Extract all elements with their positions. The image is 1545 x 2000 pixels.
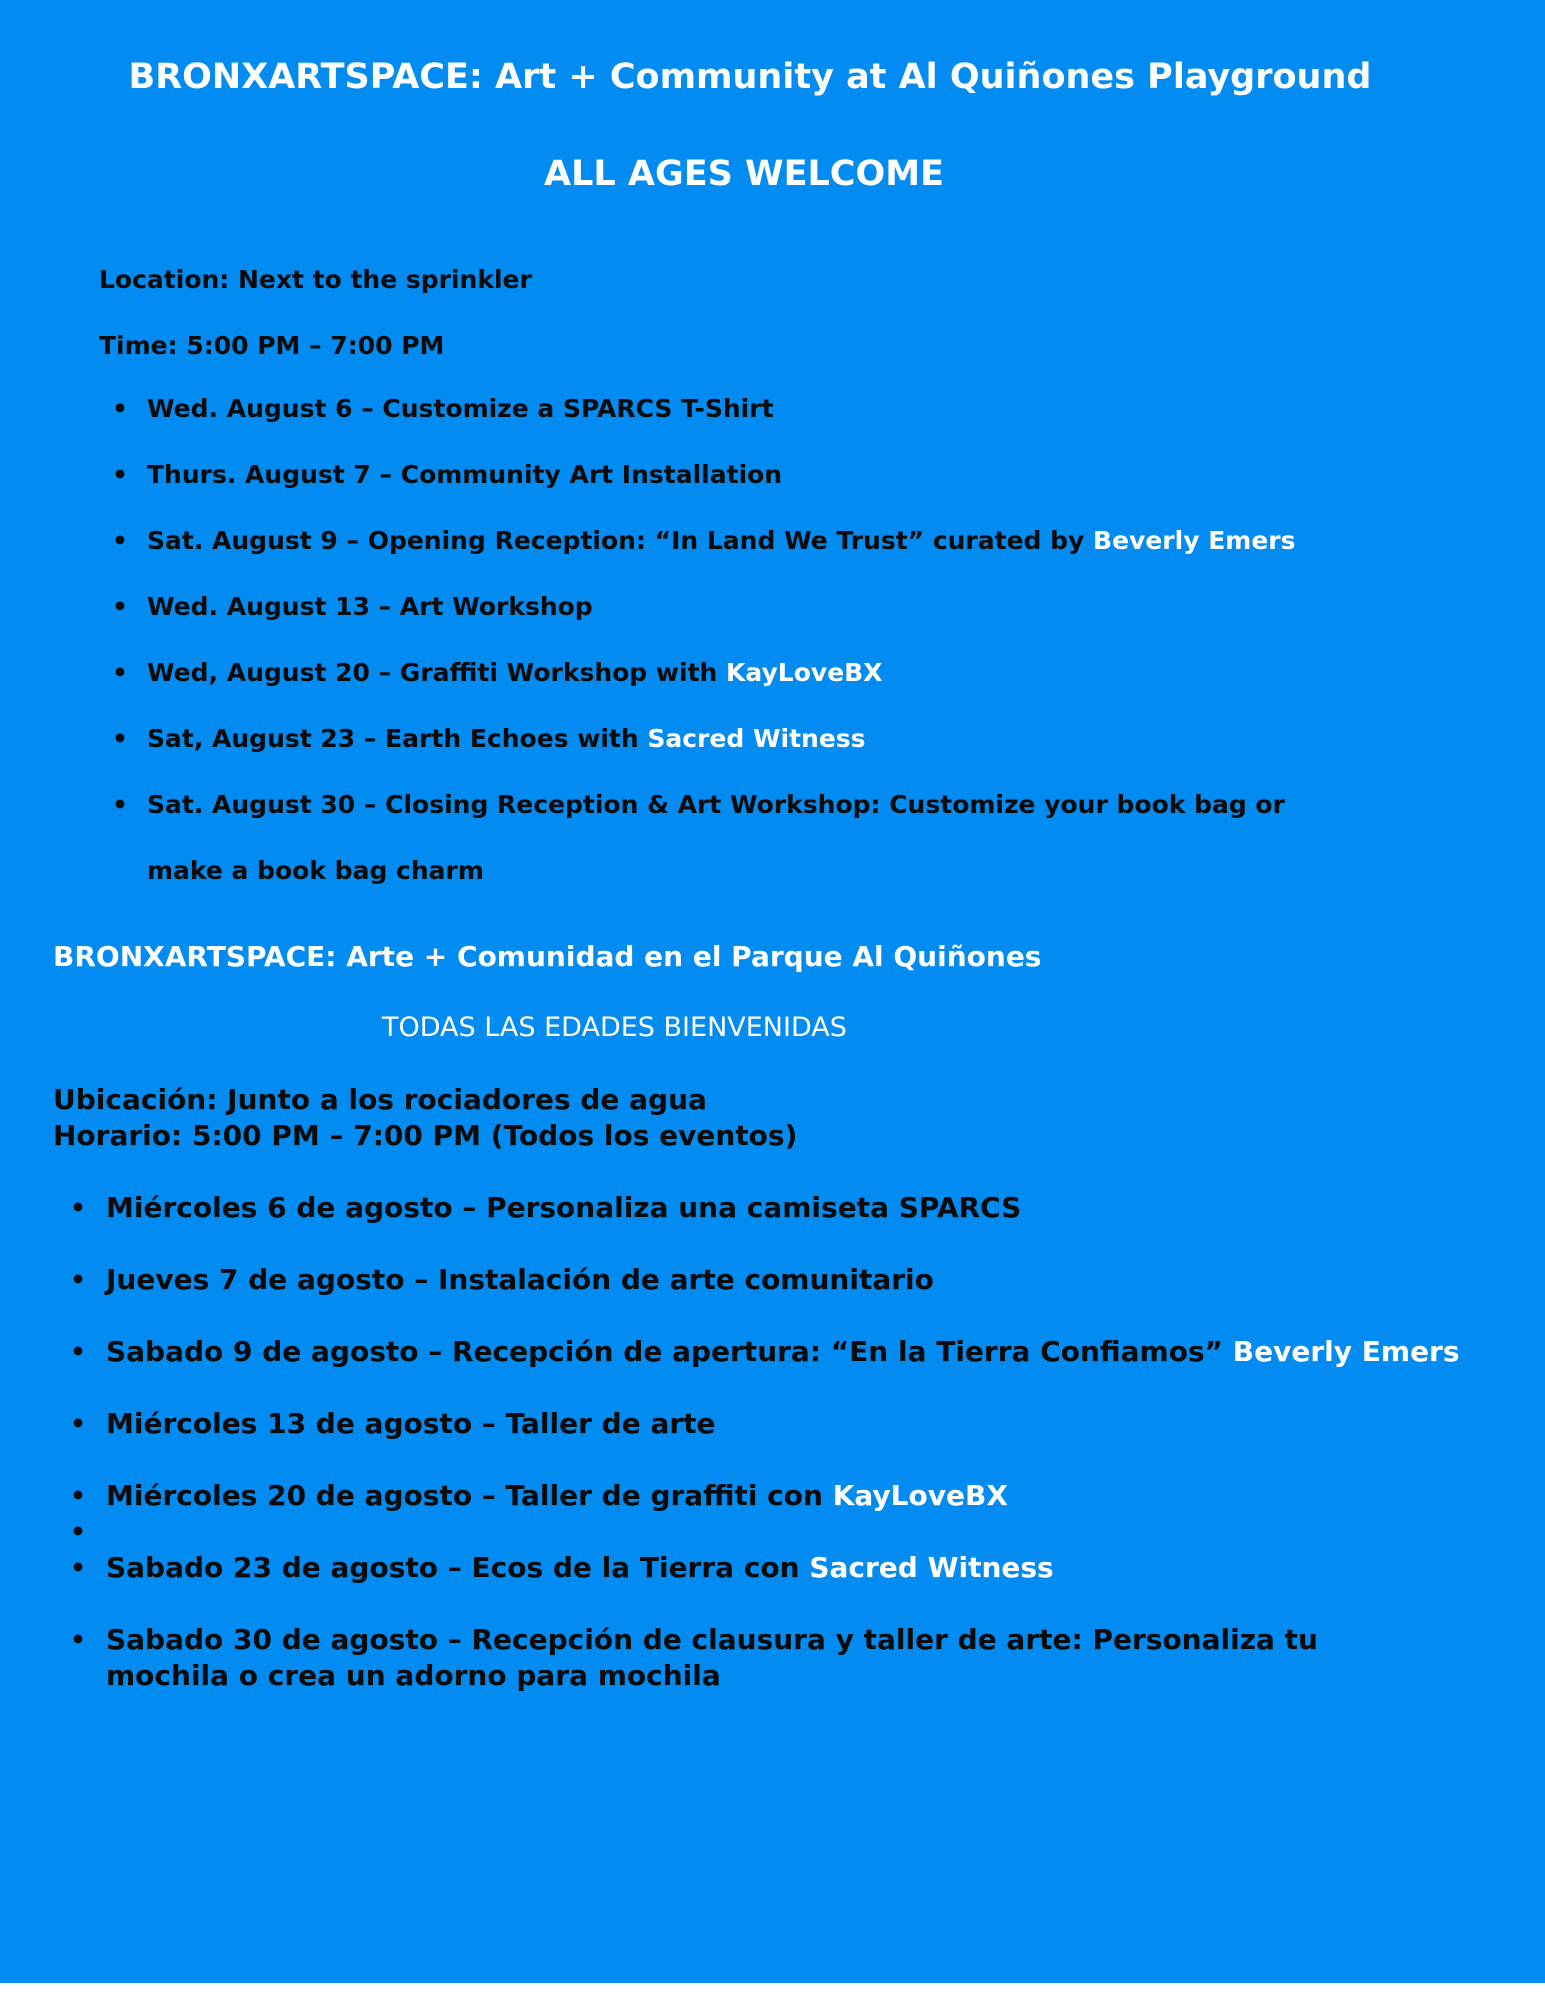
spanish-empty-bullet xyxy=(70,1514,1470,1550)
english-location: Location: Next to the sprinkler xyxy=(99,265,532,294)
bullet-icon: • xyxy=(70,1265,86,1294)
event-text: Miércoles 13 de agosto – Taller de arte xyxy=(106,1407,716,1440)
event-text: Sat. August 30 – Closing Reception & Art Workshop: Customize your book bag or make a book bag charm xyxy=(147,790,1285,885)
english-event-item xyxy=(112,394,1412,460)
spanish-event-item xyxy=(70,1190,1470,1262)
bullet-icon: • xyxy=(112,526,128,555)
bullet-icon: • xyxy=(70,1409,86,1438)
event-highlight-name: Beverly Emers xyxy=(1232,1335,1460,1368)
spanish-event-item xyxy=(70,1406,1470,1478)
english-subtitle: ALL AGES WELCOME xyxy=(544,154,944,194)
bullet-icon: • xyxy=(112,724,128,753)
event-text: Thurs. August 7 – Community Art Installation xyxy=(147,460,783,489)
bullet-icon: • xyxy=(112,460,128,489)
bullet-icon: • xyxy=(70,1337,86,1366)
bullet-icon: • xyxy=(70,1517,86,1546)
bullet-icon: • xyxy=(70,1553,86,1582)
event-highlight-name: KayLoveBX xyxy=(832,1479,1008,1512)
spanish-time: Horario: 5:00 PM – 7:00 PM (Todos los eventos) xyxy=(53,1119,798,1152)
event-text: Wed. August 6 – Customize a SPARCS T-Shirt xyxy=(147,394,774,423)
event-text: Sat, August 23 – Earth Echoes with xyxy=(147,724,648,753)
spanish-event-item xyxy=(70,1478,1470,1514)
event-text: Wed, August 20 – Graffiti Workshop with xyxy=(147,658,727,687)
bullet-icon: • xyxy=(112,790,128,819)
event-text: Jueves 7 de agosto – Instalación de arte comunitario xyxy=(106,1263,934,1296)
bullet-icon: • xyxy=(70,1481,86,1510)
english-event-item xyxy=(112,772,1347,904)
english-event-item xyxy=(112,526,1412,592)
english-event-item xyxy=(112,658,1412,724)
event-highlight-name: Beverly Emers xyxy=(1093,526,1296,555)
english-time: Time: 5:00 PM – 7:00 PM xyxy=(99,331,445,360)
event-text: Sat. August 9 – Opening Reception: “In Land We Trust” curated by xyxy=(147,526,1094,555)
spanish-location: Ubicación: Junto a los rociadores de agua xyxy=(53,1083,707,1116)
spanish-event-item xyxy=(70,1262,1470,1334)
bullet-icon: • xyxy=(112,592,128,621)
event-text: Sabado 30 de agosto – Recepción de clausura y taller de arte: Personaliza tu mochila o crea un adorno para mochila xyxy=(106,1623,1318,1692)
event-text: Miércoles 20 de agosto – Taller de graffiti con xyxy=(106,1479,833,1512)
bullet-icon: • xyxy=(112,658,128,687)
event-text: Sabado 23 de agosto – Ecos de la Tierra con xyxy=(106,1551,810,1584)
english-event-item xyxy=(112,460,1412,526)
english-event-list xyxy=(112,394,1412,904)
spanish-subtitle: TODAS LAS EDADES BIENVENIDAS xyxy=(382,1012,847,1043)
spanish-event-item xyxy=(70,1550,1470,1622)
spanish-title: BRONXARTSPACE: Arte + Comunidad en el Parque Al Quiñones xyxy=(53,940,1042,973)
bullet-icon: • xyxy=(70,1625,86,1654)
event-text: Wed. August 13 – Art Workshop xyxy=(147,592,593,621)
event-highlight-name: Sacred Witness xyxy=(647,724,866,753)
english-title: BRONXARTSPACE: Art + Community at Al Quiñones Playground xyxy=(128,57,1372,97)
spanish-event-item xyxy=(70,1622,1396,1694)
spanish-event-item xyxy=(70,1334,1470,1406)
event-highlight-name: KayLoveBX xyxy=(726,658,883,687)
bullet-icon: • xyxy=(70,1193,86,1222)
bullet-icon: • xyxy=(112,394,128,423)
event-text: Sabado 9 de agosto – Recepción de apertura: “En la Tierra Confiamos” xyxy=(106,1335,1233,1368)
english-event-item xyxy=(112,592,1412,658)
event-text: Miércoles 6 de agosto – Personaliza una camiseta SPARCS xyxy=(106,1191,1022,1224)
event-highlight-name: Sacred Witness xyxy=(809,1551,1054,1584)
spanish-event-list xyxy=(70,1190,1470,1694)
